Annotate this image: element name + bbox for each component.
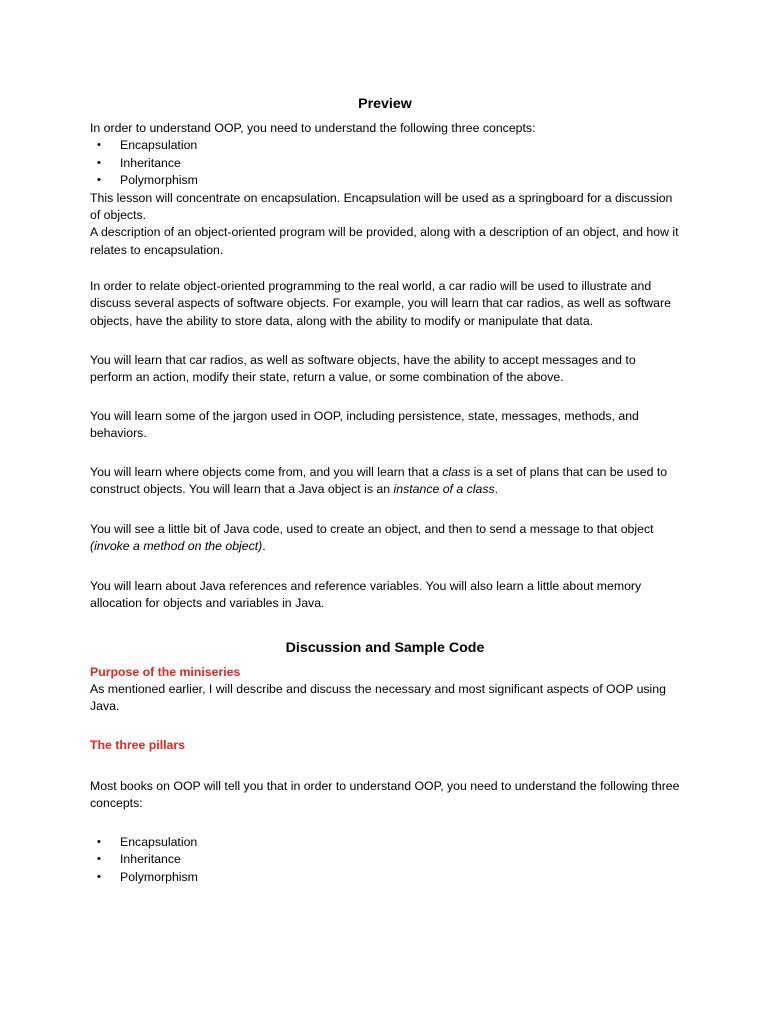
code-emphasis: (invoke a method on the object): [90, 539, 263, 554]
list-item: • Inheritance: [90, 155, 680, 172]
purpose-heading: Purpose of the miniseries: [90, 665, 241, 679]
class-paragraph: [90, 464, 680, 499]
jargon-paragraph: You will learn some of the jargon used in OOP, including persistence, state, messages, methods, and behaviors.: [90, 409, 639, 441]
list-item: • Inheritance: [90, 851, 680, 868]
messages-paragraph: You will learn that car radios, as well as software objects, have the ability to accept messages and to perform an action, modify their state, return a value, or some combination of the above.: [90, 353, 636, 385]
class-text-2: is a set of plans that can be used to construct objects. You will learn that a Java object is an: [90, 465, 668, 497]
class-text-3: .: [494, 482, 499, 497]
references-paragraph: You will learn about Java references and reference variables. You will also learn a little about memory allocation for objects and variables in Java.: [90, 579, 642, 611]
pillars-paragraph: Most books on OOP will tell you that in order to understand OOP, you need to understand the following three concepts:: [90, 779, 680, 811]
list-item: • Polymorphism: [90, 869, 680, 886]
class-text-1: You will learn where objects come from, and you will learn that a: [90, 465, 443, 479]
preview-title: Preview: [358, 96, 412, 112]
list-item: • Encapsulation: [90, 137, 680, 154]
list-item: • Encapsulation: [90, 834, 680, 851]
list-item: • Polymorphism: [90, 172, 680, 189]
pillars-concept-list: [90, 834, 680, 886]
preview-focus-paragraph: This lesson will concentrate on encapsulation. Encapsulation will be used as a springboard for a discussion of objects.: [90, 190, 673, 223]
code-paragraph: [90, 521, 680, 556]
class-term: class: [442, 465, 471, 479]
car-radio-paragraph: In order to relate object-oriented programming to the real world, a car radio will be used to illustrate and discuss several aspects of software objects. For example, you will learn that car radios, as well as software objects, have the ability to store data, along with the ability to modify or manipulate that data.: [90, 279, 671, 328]
purpose-paragraph: As mentioned earlier, I will describe and discuss the necessary and most significant aspects of OOP using Java.: [90, 682, 666, 714]
discussion-title: Discussion and Sample Code: [285, 640, 485, 656]
preview-intro-block: [90, 120, 680, 259]
code-text-2: .: [262, 539, 266, 554]
preview-description-paragraph: A description of an object-oriented program will be provided, along with a description of an object, and how it relates to encapsulation.: [90, 225, 679, 257]
instance-term: instance of a class: [393, 482, 495, 497]
preview-intro: In order to understand OOP, you need to understand the following three concepts:: [90, 121, 536, 135]
code-text-1: You will see a little bit of Java code, used to create an object, and then to send a message to that object: [90, 522, 654, 536]
preview-concept-list: [90, 137, 680, 189]
pillars-heading: The three pillars: [90, 738, 185, 752]
